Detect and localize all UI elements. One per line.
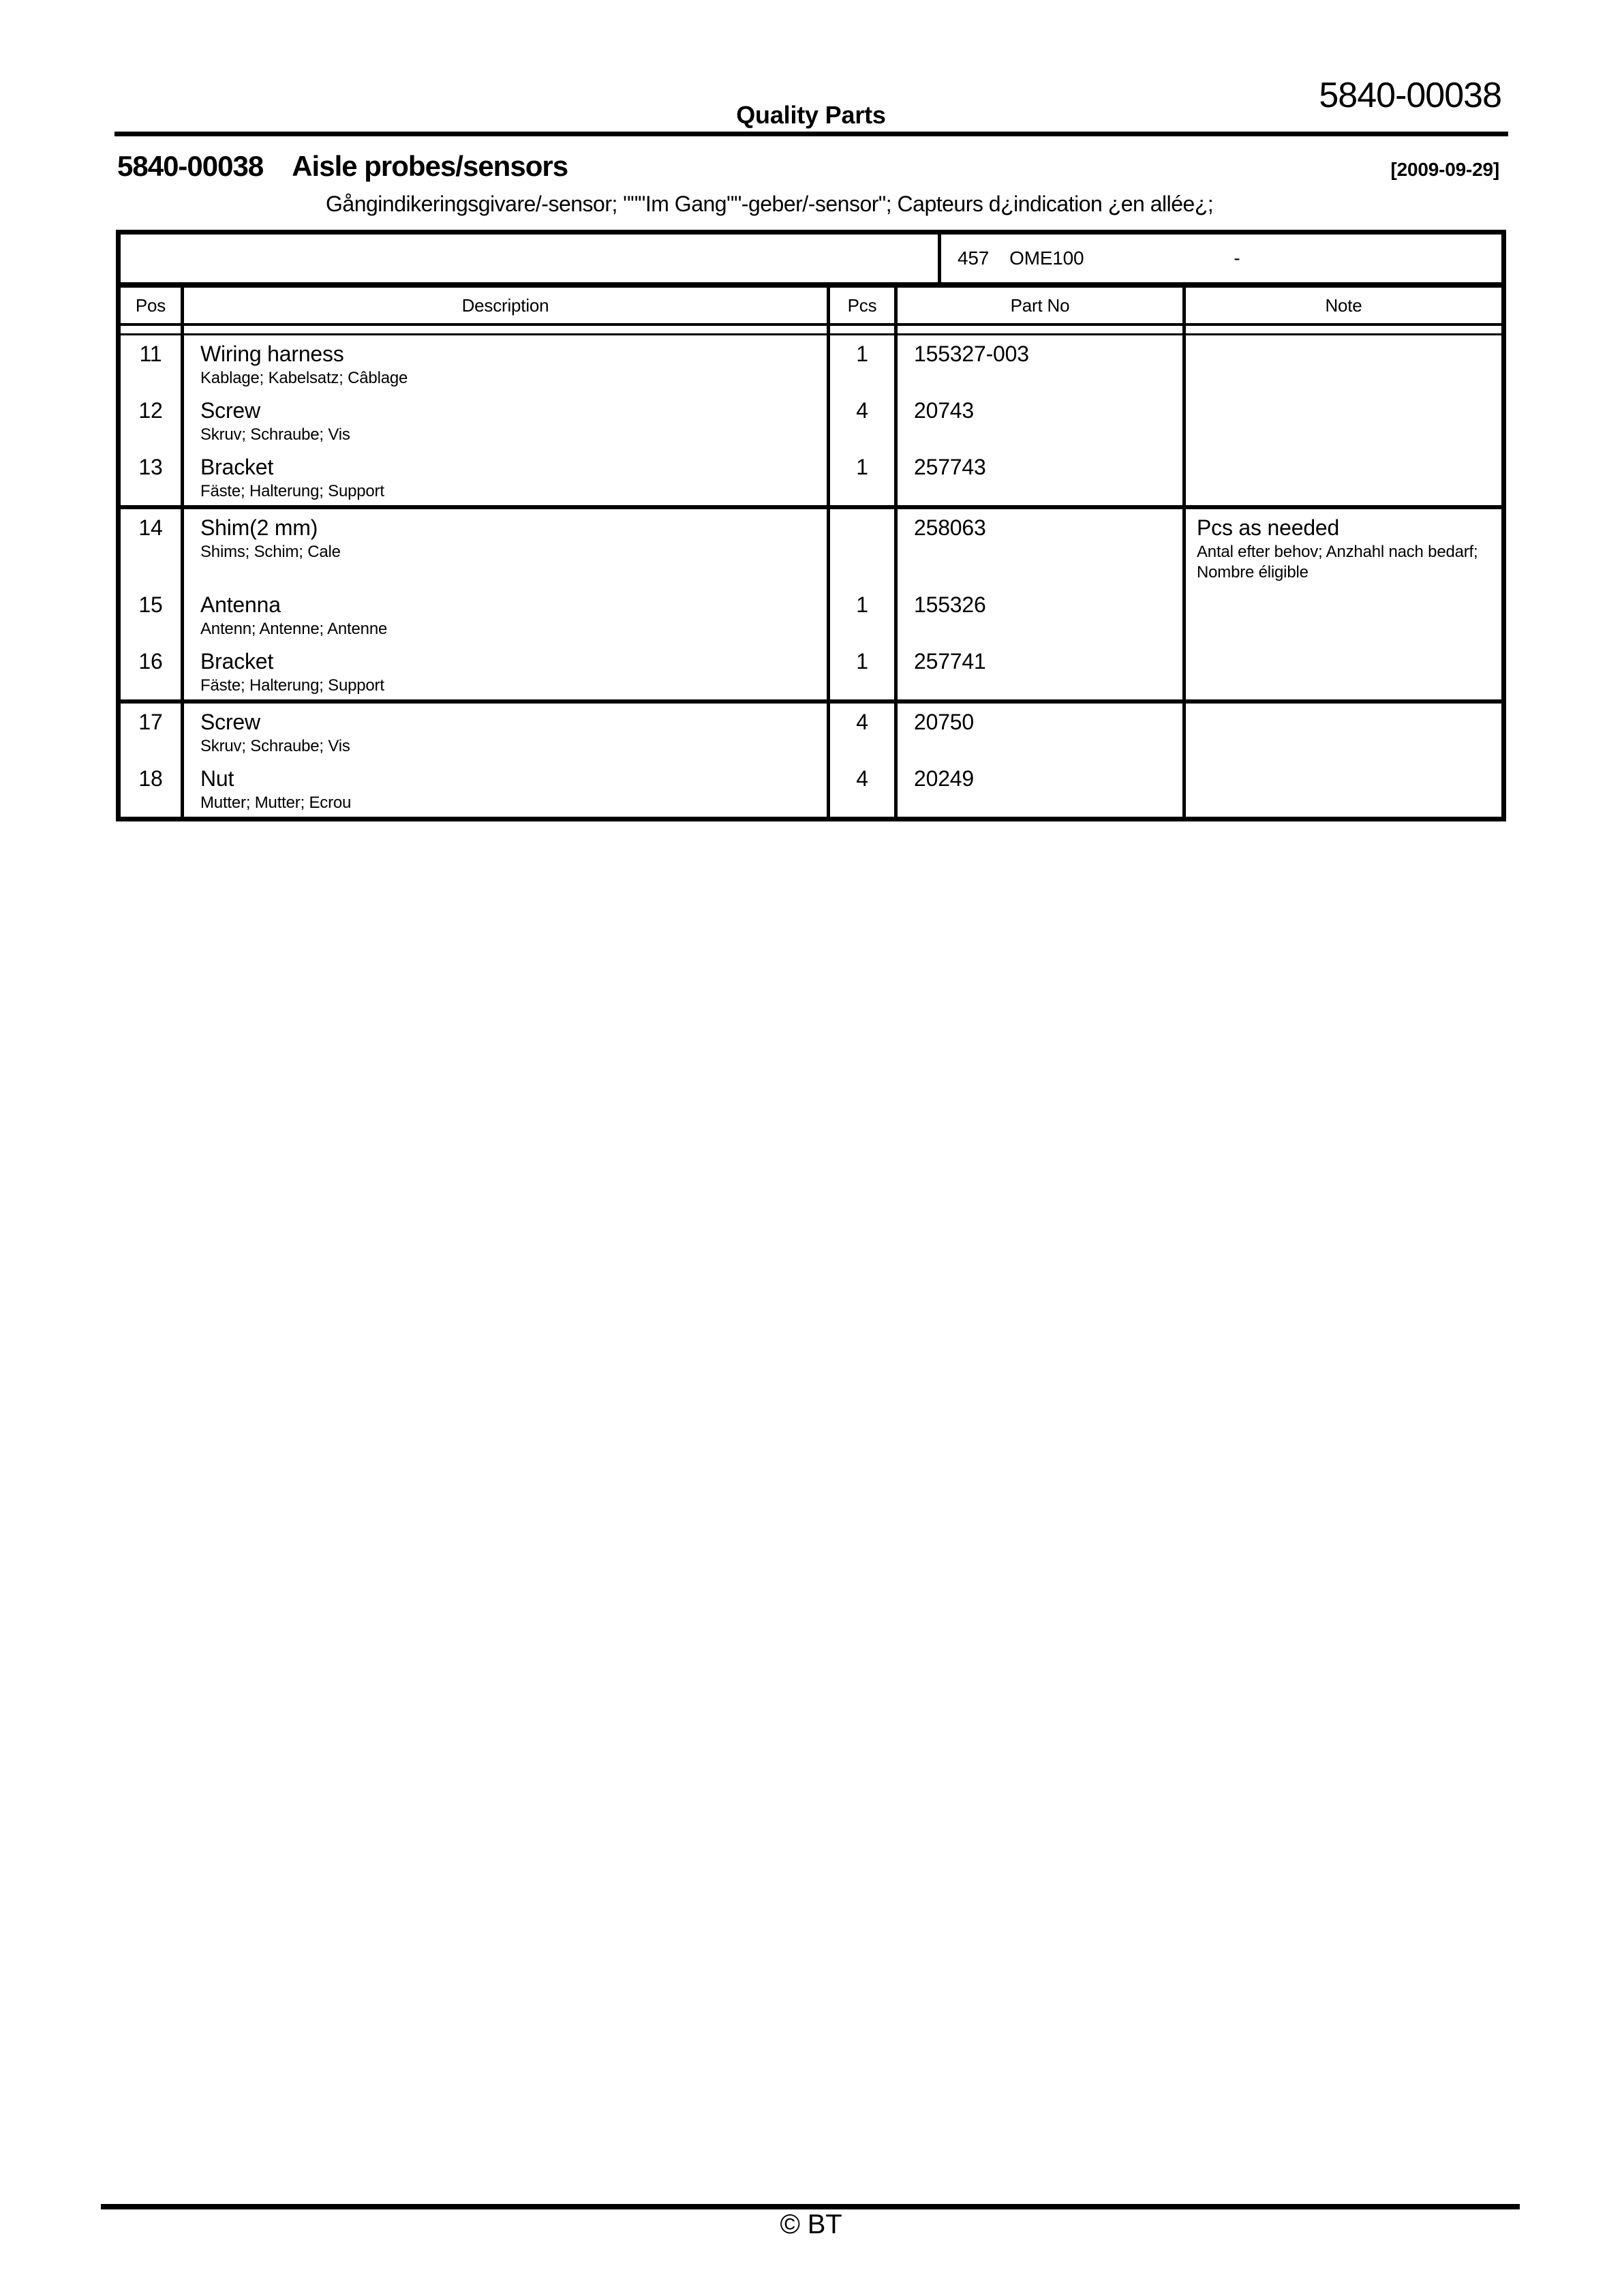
- description-cell: [181, 704, 827, 760]
- table-row: [121, 704, 1501, 760]
- note-main: [1197, 709, 1489, 735]
- pos-cell: 17: [138, 710, 163, 734]
- part-no-cell: 20750: [894, 704, 1182, 760]
- info-empty-cell: [121, 235, 941, 282]
- pos-cell: 15: [138, 592, 163, 617]
- description-main: Antenna: [200, 592, 281, 617]
- table-row: [121, 449, 1501, 505]
- description-cell: [181, 760, 827, 817]
- table-row: [121, 643, 1501, 699]
- footer-copyright: © BT: [780, 2209, 842, 2239]
- pos-cell: 13: [138, 455, 163, 479]
- description-sub: Fäste; Halterung; Support: [200, 482, 384, 500]
- description-sub: Shims; Schim; Cale: [200, 543, 341, 561]
- table-row: [121, 509, 1501, 586]
- footer-rule: [101, 2204, 1520, 2209]
- pcs-cell: 4: [827, 704, 894, 760]
- title-code: 5840-00038: [117, 150, 264, 182]
- column-header-pos: Pos: [135, 294, 166, 316]
- table-group-1: [121, 335, 1501, 509]
- part-no-cell: 258063: [894, 509, 1182, 586]
- pcs-cell: 4: [827, 392, 894, 449]
- info-dash: -: [1234, 247, 1240, 269]
- page-header-doc-number: 5840-00038: [1319, 76, 1501, 115]
- table-row: [121, 392, 1501, 449]
- description-main: Nut: [200, 766, 234, 791]
- description-sub: Fäste; Halterung; Support: [200, 676, 384, 695]
- column-header-pcs: Pcs: [827, 288, 894, 323]
- info-cell: [941, 247, 1240, 269]
- note-cell: [1182, 586, 1501, 643]
- pcs-cell: 1: [827, 586, 894, 643]
- pcs-cell: 4: [827, 760, 894, 817]
- description-sub: Skruv; Schraube; Vis: [200, 737, 350, 755]
- info-model: OME100: [1009, 247, 1084, 269]
- page-title: Aisle probes/sensors: [292, 150, 568, 182]
- description-cell: [181, 392, 827, 449]
- note-main: [1197, 648, 1489, 674]
- title-subtitle: Gångindikeringsgivare/-sensor; """Im Gang""-geber/-sensor"; Capteurs d¿indication ¿en allée¿;: [326, 192, 1214, 216]
- part-no-cell: 155327-003: [894, 335, 1182, 392]
- note-main: [1197, 341, 1489, 367]
- note-main: [1197, 592, 1489, 618]
- description-main: Bracket: [200, 649, 274, 674]
- description-cell: [181, 449, 827, 505]
- header-rule: [114, 132, 1508, 136]
- note-cell: [1182, 704, 1501, 760]
- table-row: [121, 760, 1501, 817]
- description-main: Shim(2 mm): [200, 515, 318, 540]
- description-sub: Antenn; Antenne; Antenne: [200, 620, 388, 638]
- description-sub: Skruv; Schraube; Vis: [200, 425, 350, 444]
- part-no-cell: 20743: [894, 392, 1182, 449]
- header-double-rule-gap: [121, 326, 1501, 335]
- pcs-cell: [827, 509, 894, 586]
- description-cell: [181, 643, 827, 699]
- pos-cell: 14: [138, 515, 163, 540]
- title-date: [2009-09-29]: [1390, 159, 1499, 180]
- note-main: [1197, 454, 1489, 480]
- pos-cell: 12: [138, 398, 163, 423]
- table-info-row: [121, 235, 1501, 288]
- column-header-note: Note: [1182, 288, 1501, 323]
- parts-table: [116, 230, 1506, 821]
- note-cell: [1182, 392, 1501, 449]
- table-group-2: [121, 509, 1501, 704]
- pcs-cell: 1: [827, 335, 894, 392]
- part-no-cell: 155326: [894, 586, 1182, 643]
- part-no-cell: 257741: [894, 643, 1182, 699]
- description-cell: [181, 586, 827, 643]
- note-sub: Antal efter behov; Anzhahl nach bedarf; Nombre éligible: [1197, 543, 1478, 581]
- title-row: [117, 150, 1499, 183]
- description-sub: Mutter; Mutter; Ecrou: [200, 794, 352, 812]
- column-header-part-no: Part No: [894, 288, 1182, 323]
- description-main: Wiring harness: [200, 342, 344, 366]
- note-cell: [1182, 509, 1501, 586]
- description-cell: [181, 335, 827, 392]
- pos-cell: 11: [139, 342, 162, 366]
- table-group-3: [121, 704, 1501, 817]
- pos-cell: 16: [138, 649, 163, 674]
- description-main: Screw: [200, 398, 260, 423]
- table-row: [121, 335, 1501, 392]
- note-main: [1197, 397, 1489, 423]
- page-header-brand: Quality Parts: [736, 101, 886, 129]
- part-no-cell: 257743: [894, 449, 1182, 505]
- description-sub: Kablage; Kabelsatz; Câblage: [200, 369, 408, 387]
- table-header-row: [121, 288, 1501, 326]
- description-main: Screw: [200, 710, 260, 734]
- note-cell: [1182, 643, 1501, 699]
- note-main: Pcs as needed: [1197, 515, 1340, 540]
- description-cell: [181, 509, 827, 586]
- table-row: [121, 586, 1501, 643]
- note-cell: [1182, 760, 1501, 817]
- pcs-cell: 1: [827, 449, 894, 505]
- info-number: 457: [958, 247, 990, 269]
- pos-cell: 18: [138, 766, 163, 791]
- note-main: [1197, 766, 1489, 791]
- part-no-cell: 20249: [894, 760, 1182, 817]
- pcs-cell: 1: [827, 643, 894, 699]
- column-header-description: Description: [181, 288, 827, 323]
- note-cell: [1182, 335, 1501, 392]
- description-main: Bracket: [200, 455, 274, 479]
- note-cell: [1182, 449, 1501, 505]
